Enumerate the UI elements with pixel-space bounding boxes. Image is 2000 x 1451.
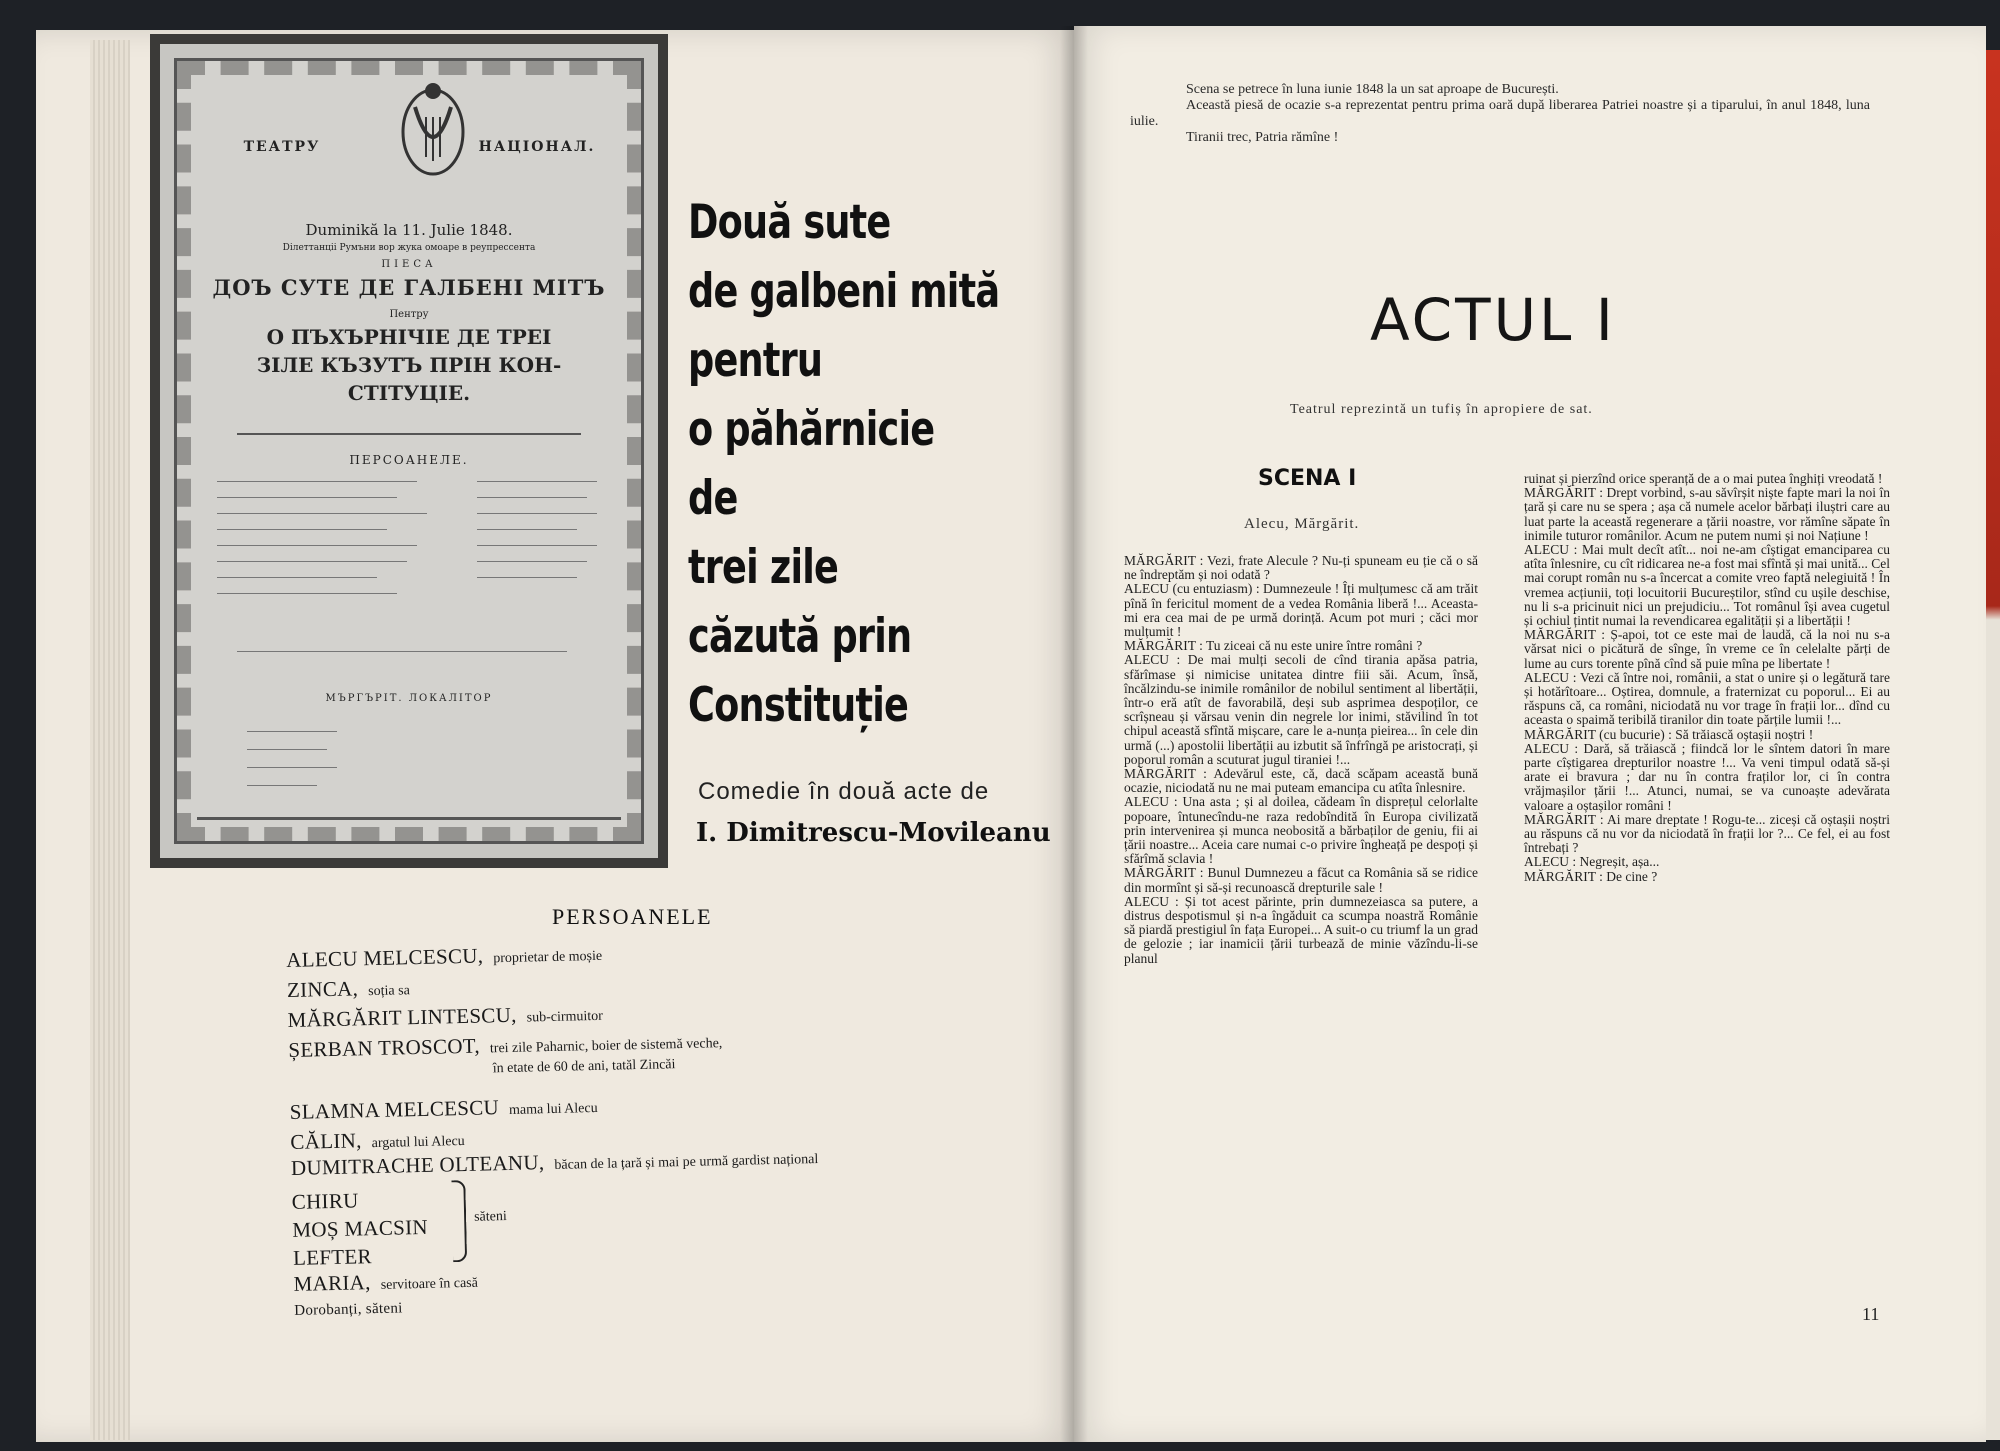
dialogue-line: ALECU : Negreșit, așa... — [1524, 854, 1660, 870]
poster-title-4: СТІТУЦІЕ. — [347, 381, 471, 405]
dialogue-line: ALECU : De mai mulți secoli de cînd tirania apăsa patria, sfărîmase și nimicise unitatea dintre fiii săi. Acum, însă, încălzindu-se inimile românilor de nobilul sentiment al libertății, într-o eră atît de favorabilă, deși sub asprimea despoților, ce scrîșneau și vărsau venin din negrele lor inimi, stăvilind în tot chipul această sfîntă mișcare, care le a-nunța pieirea... în cele din urmă (...) apostolii libertății au izbutit să înfrîngă pe aristocrați, și poporul român a scuturat jugul tiraniei !... — [1124, 652, 1478, 767]
theatre-poster — [150, 34, 668, 868]
cast-item: MĂRGĂRIT LINTESCU, sub-cirmuitor — [287, 1002, 604, 1032]
title-line-8: Constituție — [688, 678, 909, 733]
intro-paragraph: Scena se petrece în luna iunie 1848 la un sat aproape de București. — [1186, 82, 1559, 97]
poster-frame — [174, 58, 644, 844]
act-setting: Teatrul reprezintă un tufiș în apropiere de sat. — [1290, 402, 1593, 417]
cast-item: MARIA, servitoare în casă — [293, 1270, 479, 1296]
poster-date: Duminikă la 11. Julie 1848. — [305, 221, 513, 239]
intro-paragraph: Această piesă de ocazie s-a reprezentat pentru prima oară după liberarea Patriei noastre și a tiparului, în anul 1848, luna iulie. — [1130, 98, 1870, 129]
poster-subtitle: Diлеттанцii Румъни вор жука омоаре в реупрессента — [282, 243, 536, 253]
dialogue-line: ALECU : Dară, să trăiască ; fiindcă lor le sîntem datori în mare parte cîștigarea drepturilor noastre !... Va veni timpul odată să-și arate ei bravura ; dar nu în contra fraților lor, ci în contra vrăjmașilor țării !... Atunci, numai, se va cunoaște adevărata valoare a oștașilor români ! — [1524, 740, 1890, 813]
play-author: I. Dimitrescu-Movileanu — [696, 818, 1051, 848]
cast-item: ALECU MELCESCU, proprietar de moșie — [286, 943, 603, 972]
cast-item: DUMITRACHE OLTEANU, băcan de la țară și mai pe urmă gardist național — [290, 1150, 819, 1180]
brace-bracket — [451, 1180, 467, 1262]
poster-footer: МЪРГЪРІТ. ЛОКАЛІТОР — [325, 693, 493, 704]
dialogue-line: MĂRGĂRIT : Bunul Dumnezeu a făcut ca România să se ridice din mormînt și să-și recunoască drepturile sale ! — [1124, 865, 1478, 895]
dialogue-line: MĂRGĂRIT : Adevărul este, că, dacă scăpam această bună ocazie, niciodată nu ne mai puteam emancipa cu atîta înlesnire. — [1124, 766, 1478, 796]
dialogue-column-right — [1524, 472, 1890, 884]
act-title: ACTUL I — [1370, 286, 1616, 354]
dialogue-line: MĂRGĂRIT : Ș-apoi, tot ce este mai de laudă, că la noi nu s-a vărsat nici o picătură de sînge, în vreme ce în celelalte părți de lume au curs torente pînă cînd să puie mîna pe libertate ! — [1524, 627, 1890, 671]
poster-title-1: ДОЪ СУТЕ ДЕ ГАЛБЕНІ МІТЪ — [212, 275, 606, 300]
bookmark-edge — [1986, 50, 2000, 1440]
brace-label: săteni — [473, 1209, 507, 1225]
dialogue-line: ALECU : Vezi că între noi, românii, a stat o unire și o legătură tare și hotărîtoare... Oștirea, domnule, a fraternizat cu poporul... Ei au răspuns că, ca români, niciodată nu vor trage în frații lor... dînd cu aceasta o spaimă teribilă tiranilor din toate părțile lumii !... — [1524, 669, 1890, 728]
dialogue-line: MĂRGĂRIT : Drept vorbind, s-au săvîrșit niște fapte mari la noi în țară și care nu se spera ; așa că numele acelor bărbați iluștri care au luat parte la această regenerare a țării noastre, vor rămîne săpate în inimile tuturor românilor. Acum ne putem numi și noi Națiune ! — [1524, 485, 1890, 543]
poster-piece-word: ПІЕСА — [381, 259, 437, 270]
scene-cast: Alecu, Mărgărit. — [1244, 516, 1360, 532]
title-line-1: Două sute — [688, 195, 891, 250]
dialogue-line: ALECU : Și tot acest părinte, prin dumnezeiasca sa putere, a distrus despotismul și n-a îngăduit ca scumpa noastră Românie să piardă prestigiul în fața Europei... A suit-o cu triumf la un grad de gelozie ; iar inamicii țării turbează de minie văzîndu-li-se planul — [1124, 893, 1478, 966]
scene-heading: SCENA I — [1258, 466, 1357, 491]
cast-item: Dorobanți, săteni — [294, 1300, 403, 1319]
cast-item: MOȘ MACSIN — [292, 1214, 429, 1242]
dialogue-column-left — [1124, 554, 1478, 966]
poster-persons-heading: ПЕРСОАНЕЛЕ. — [349, 453, 469, 467]
dialogue-line: MĂRGĂRIT : Vezi, frate Alecule ? Nu-ți spuneam eu ție că o să ne îndreptăm și noi odată ? — [1124, 553, 1478, 583]
poster-pentru: Пентру — [389, 309, 429, 320]
persons-heading: PERSOANELE — [552, 904, 713, 929]
cast-item: LEFTER — [292, 1244, 373, 1270]
cast-item: în etate de 60 de ani, tatăl Zincăi — [492, 1057, 676, 1077]
cast-item: ȘERBAN TROSCOT, trei zile Paharnic, boier de sistemă veche, — [288, 1033, 723, 1062]
cast-item: ZINCA, soția sa — [286, 976, 410, 1002]
lyre-crest-icon — [393, 77, 473, 187]
poster-title-3: ЗІЛЕ КЪЗУТЪ ПРІН КОН- — [256, 353, 562, 377]
title-line-5: de — [688, 471, 738, 526]
title-line-4: o păhărnicie — [688, 402, 935, 457]
poster-header-right: НАЦІОНАЛ. — [478, 139, 596, 155]
play-title — [688, 188, 1048, 740]
dialogue-line: MĂRGĂRIT : Tu ziceai că nu este unire între români ? — [1124, 638, 1423, 654]
dialogue-line: ruinat și pierzînd orice speranță de a o mai putea înghiți vreodată ! — [1524, 471, 1883, 486]
page-edges — [90, 40, 130, 1440]
dialogue-line: ALECU (cu entuziasm) : Dumnezeule ! Îți mulțumesc că am trăit pînă în fericitul moment de a vedea România liberă !... Aceasta-mi era cea mai de pe urmă dorință. Acum pot muri ; căci mor mulțumit ! — [1124, 581, 1478, 640]
cast-list — [286, 935, 874, 1328]
title-line-2: de galbeni mită — [688, 264, 1000, 319]
dialogue-line: MĂRGĂRIT : Ai mare dreptate ! Rogu-te... ziceși că oștașii noștri au răspuns că nu vor da niciodată în frații lor ?... Ce fel, ei au fost întrebați ? — [1524, 811, 1890, 856]
play-subtitle: Comedie în două acte de — [698, 778, 990, 805]
cast-item: CĂLIN, argatul lui Alecu — [290, 1128, 465, 1154]
dialogue-line: MĂRGĂRIT : De cine ? — [1524, 868, 1658, 884]
title-line-6: trei zile — [688, 540, 839, 595]
intro-paragraph: Tiranii trec, Patria rămîne ! — [1186, 130, 1339, 145]
dialogue-line: ALECU : Una asta ; și al doilea, cădeam în disprețul celorlalte popoare, întunecîndu-ne raza redobîndită în Europa civilizată prin intervenirea și munca neobosită a bărbaților de geniu, fii ai țării noastre... Aceia care numai c-o privire îngheață pe despoți și sfărîmă sclavia ! — [1124, 794, 1478, 867]
title-line-3: pentru — [688, 333, 823, 388]
cast-item: CHIRU — [291, 1188, 359, 1214]
poster-title-2: О ПЪХЪРНІЧІЕ ДЕ ТРЕІ — [266, 325, 552, 349]
page-number: 11 — [1862, 1304, 1880, 1324]
scene-intro — [1130, 82, 1870, 146]
title-line-7: căzută prin — [688, 609, 912, 664]
poster-header-left: ТЕАТРУ — [243, 139, 321, 155]
dialogue-line: ALECU : Mai mult decît atît... noi ne-am cîștigat emanciparea cu atîta înlesnire, cu cît ridicarea ne-a fost mai sfîntă și mai unită... Cel mai corupt român nu s-a încercat a comite vreo faptă nelegiuită ! În vremea acțiunii, toți locuitorii Bucureștilor, stînd cu ușile deschise, nu li s-a pricinuit nici un prejudiciu... Tot românul își avea cugetul și ochiul țintit numai la revendicarea egalității și a libertății ! — [1524, 542, 1890, 629]
cast-item: SLAMNA MELCESCU mama lui Alecu — [289, 1095, 598, 1124]
book-gutter — [1060, 26, 1088, 1442]
dialogue-line: MĂRGĂRIT (cu bucurie) : Să trăiască oștașii noștri ! — [1524, 726, 1814, 742]
